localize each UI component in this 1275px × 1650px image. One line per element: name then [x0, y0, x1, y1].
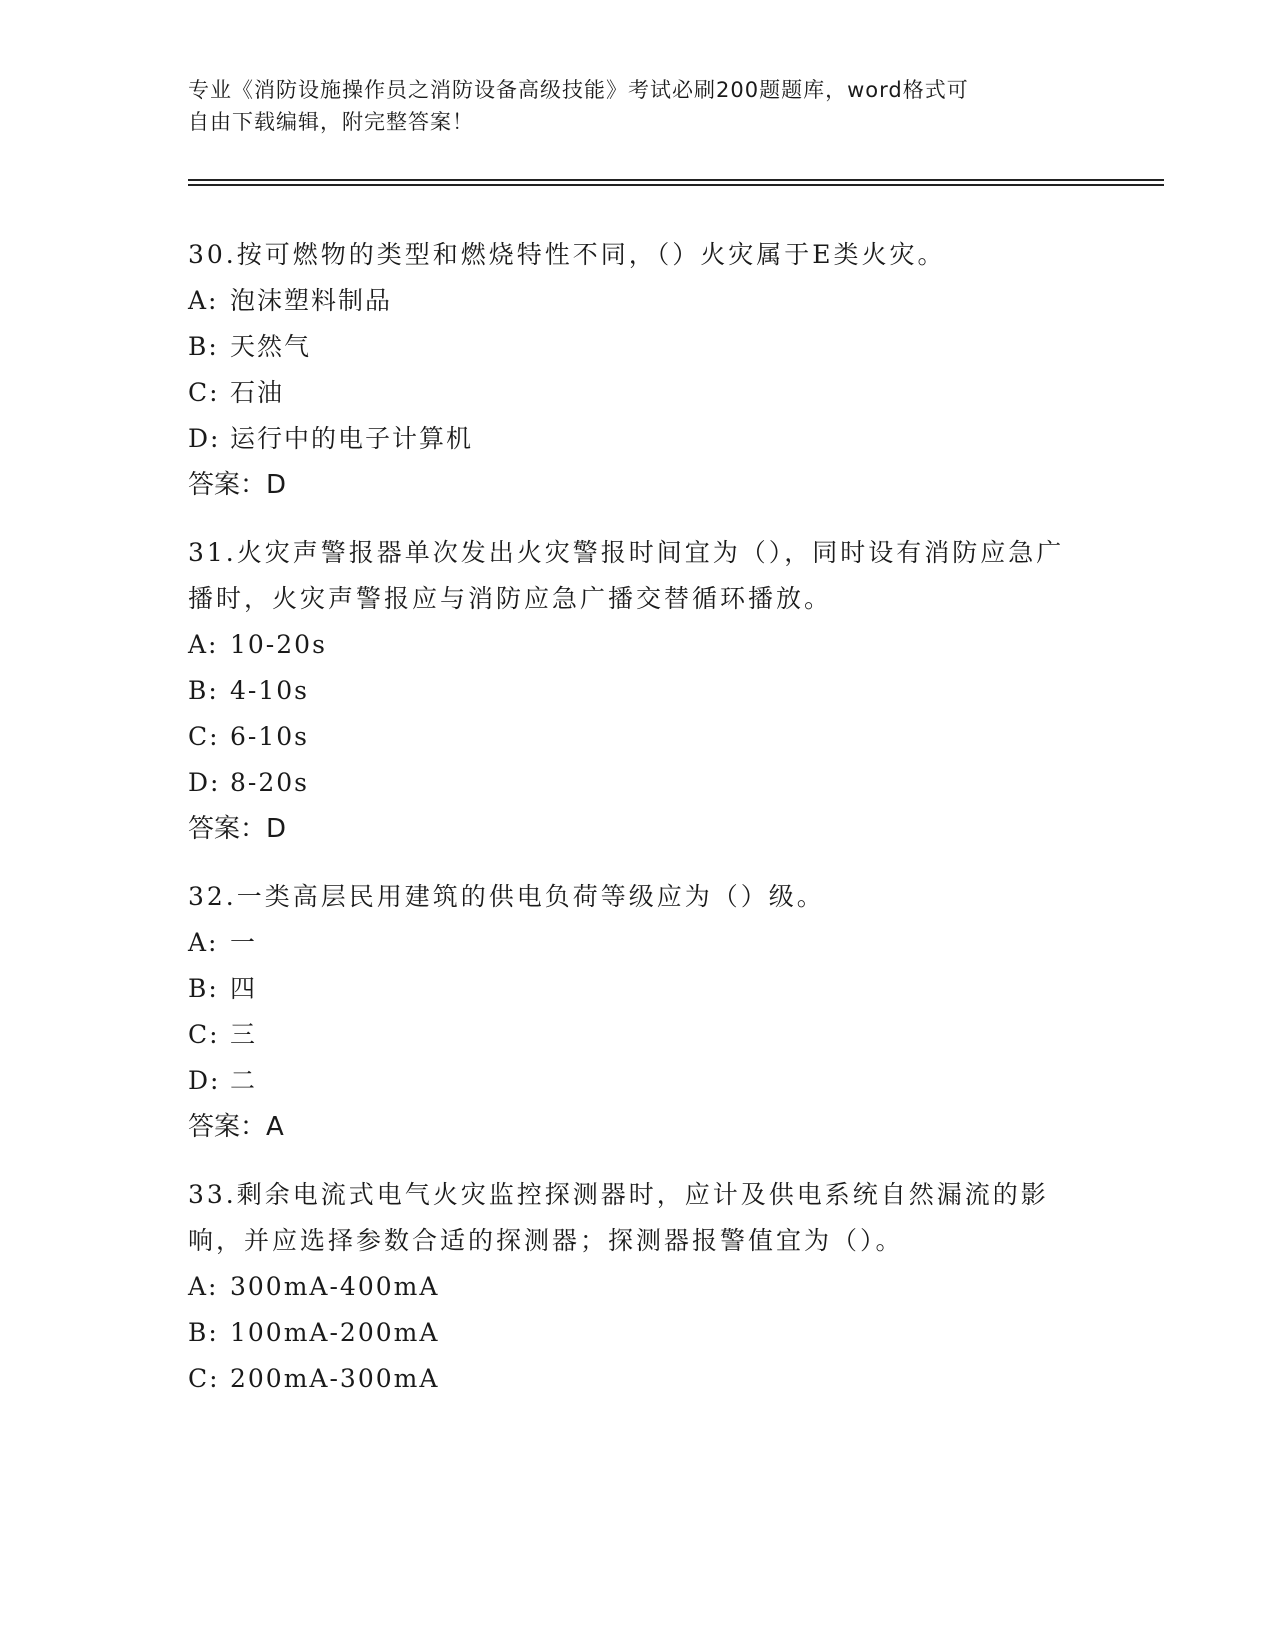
answer-line: 答案：D	[188, 470, 287, 500]
option-text: 一	[230, 928, 258, 957]
question-31	[188, 530, 1088, 852]
answer-line: 答案：A	[188, 1112, 284, 1142]
option-letter: D:	[188, 768, 221, 797]
option-text: 四	[230, 974, 258, 1003]
option-b	[188, 668, 1088, 714]
question-33	[188, 1172, 1088, 1402]
question-text: 30.按可燃物的类型和燃烧特性不同，（）火灾属于E类火灾。	[188, 240, 946, 269]
question-32	[188, 874, 1088, 1150]
option-b	[188, 1310, 1088, 1356]
option-text: 泡沫塑料制品	[230, 286, 393, 315]
document-header	[188, 74, 1088, 138]
question-30	[188, 232, 1088, 508]
header-line-2: 自由下载编辑，附完整答案！	[188, 110, 474, 134]
option-c	[188, 1012, 1088, 1058]
option-letter: B:	[188, 676, 219, 705]
option-c	[188, 370, 1088, 416]
option-letter: D:	[188, 1066, 221, 1095]
option-letter: A:	[188, 630, 219, 659]
question-list	[188, 232, 1088, 1424]
header-line-1: 专业《消防设施操作员之消防设备高级技能》考试必刷200题题库，word格式可	[188, 78, 969, 102]
option-d	[188, 1058, 1088, 1104]
question-text: 32.一类高层民用建筑的供电负荷等级应为（）级。	[188, 882, 825, 911]
option-letter: C:	[188, 1364, 220, 1393]
option-c	[188, 1356, 1088, 1402]
header-rule-top	[188, 179, 1164, 181]
option-text: 300mA-400mA	[230, 1272, 440, 1301]
option-letter: B:	[188, 332, 219, 361]
option-b	[188, 966, 1088, 1012]
option-a	[188, 920, 1088, 966]
option-text: 200mA-300mA	[230, 1364, 440, 1393]
option-d	[188, 760, 1088, 806]
option-letter: A:	[188, 928, 219, 957]
option-text: 6-10s	[230, 722, 309, 751]
option-a	[188, 622, 1088, 668]
option-letter: C:	[188, 1020, 220, 1049]
question-text: 31.火灾声警报器单次发出火灾警报时间宜为（），同时设有消防应急广播时，火灾声警报应与消防应急广播交替循环播放。	[188, 538, 1065, 613]
option-letter: C:	[188, 722, 220, 751]
option-letter: A:	[188, 286, 219, 315]
option-text: 三	[230, 1020, 258, 1049]
option-text: 石油	[230, 378, 285, 407]
option-text: 8-20s	[230, 768, 309, 797]
option-text: 运行中的电子计算机	[230, 424, 474, 453]
option-text: 天然气	[230, 332, 312, 361]
answer-line: 答案：D	[188, 814, 287, 844]
option-letter: B:	[188, 1318, 219, 1347]
option-c	[188, 714, 1088, 760]
option-b	[188, 324, 1088, 370]
header-rule-bottom	[188, 184, 1164, 186]
option-text: 4-10s	[230, 676, 309, 705]
option-letter: B:	[188, 974, 219, 1003]
question-text: 33.剩余电流式电气火灾监控探测器时，应计及供电系统自然漏流的影响，并应选择参数合适的探测器；探测器报警值宜为（）。	[188, 1180, 1049, 1255]
option-text: 10-20s	[230, 630, 327, 659]
option-letter: D:	[188, 424, 221, 453]
option-a	[188, 1264, 1088, 1310]
option-text: 100mA-200mA	[230, 1318, 440, 1347]
option-a	[188, 278, 1088, 324]
option-text: 二	[230, 1066, 258, 1095]
option-d	[188, 416, 1088, 462]
option-letter: C:	[188, 378, 220, 407]
option-letter: A:	[188, 1272, 219, 1301]
